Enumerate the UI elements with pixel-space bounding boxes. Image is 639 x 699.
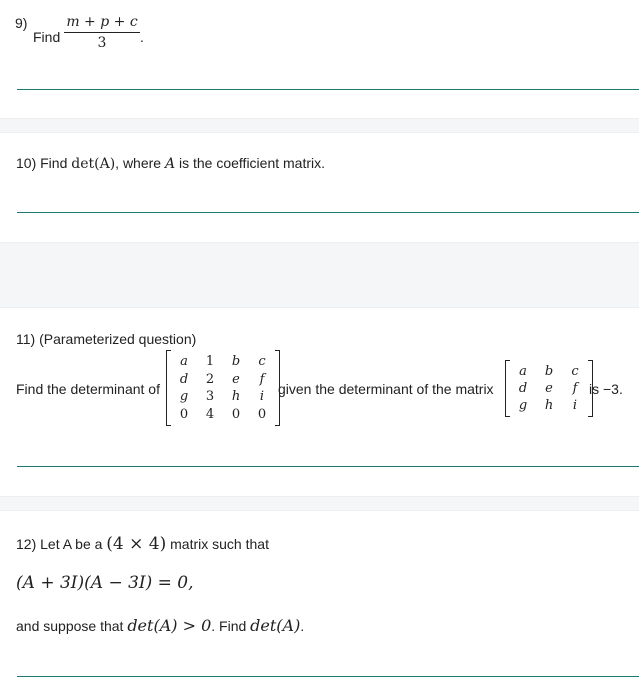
matrix-cell: d bbox=[179, 371, 189, 387]
question-9-card bbox=[0, 0, 639, 118]
question-12-text-e: . bbox=[300, 618, 305, 634]
question-10-text bbox=[16, 155, 325, 172]
question-9-prefix: Find bbox=[33, 29, 61, 45]
question-11-title: 11) (Parameterized question) bbox=[16, 331, 197, 347]
matrix-cell: 4 bbox=[205, 406, 215, 422]
question-10-text-b: , where bbox=[115, 155, 165, 171]
question-9-answer-line[interactable] bbox=[17, 89, 639, 90]
matrix-cell: b bbox=[544, 364, 554, 379]
question-11-text-c: is −3. bbox=[589, 381, 623, 397]
section-gap bbox=[0, 118, 639, 133]
question-11-card bbox=[0, 308, 639, 496]
question-10-text-c: is the coefficient matrix. bbox=[175, 155, 326, 171]
fraction-numerator: m + p + c bbox=[66, 14, 138, 30]
matrix-3x3 bbox=[505, 360, 593, 417]
question-12-size: (4 × 4) bbox=[106, 534, 167, 554]
matrix-cell: d bbox=[518, 381, 528, 396]
section-gap bbox=[0, 496, 639, 511]
matrix-cell: i bbox=[259, 389, 265, 404]
matrix-3x3-grid bbox=[510, 360, 588, 417]
question-12-condition: det(A) > 0 bbox=[127, 616, 212, 635]
question-12-equation: (A + 3I)(A − 3I) = 0, bbox=[16, 573, 194, 593]
matrix-cell: f bbox=[572, 381, 578, 396]
matrix-cell: g bbox=[518, 398, 528, 413]
matrix-cell: g bbox=[179, 389, 189, 404]
matrix-cell: e bbox=[545, 381, 553, 396]
matrix-cell: 0 bbox=[231, 406, 241, 422]
matrix-cell: i bbox=[572, 398, 578, 413]
question-12-line-1 bbox=[16, 534, 269, 554]
matrix-cell: 3 bbox=[205, 389, 215, 404]
question-9-fraction bbox=[64, 14, 140, 51]
matrix-cell: c bbox=[571, 364, 579, 379]
matrix-cell: h bbox=[544, 398, 554, 413]
question-10-card bbox=[0, 133, 639, 242]
question-12-line-3 bbox=[16, 616, 304, 635]
question-9-number: 9) bbox=[15, 15, 28, 31]
question-10-answer-line[interactable] bbox=[17, 212, 639, 213]
question-10-det: det(A) bbox=[71, 156, 116, 172]
question-11-answer-line[interactable] bbox=[17, 466, 639, 467]
matrix-cell: 0 bbox=[179, 406, 189, 422]
matrix-cell: 2 bbox=[205, 371, 215, 387]
matrix-cell: a bbox=[519, 364, 527, 379]
matrix-cell: f bbox=[259, 371, 265, 387]
fraction-denominator: 3 bbox=[97, 35, 107, 51]
question-12-text-d: . Find bbox=[211, 618, 251, 634]
section-gap bbox=[0, 242, 639, 308]
question-12-target: det(A) bbox=[250, 616, 301, 635]
question-9-suffix: . bbox=[140, 29, 144, 45]
question-12-text-a: 12) Let A be a bbox=[16, 536, 107, 552]
question-10-var: A bbox=[164, 156, 176, 172]
question-10-text-a: 10) Find bbox=[16, 155, 72, 171]
matrix-4x4 bbox=[166, 350, 280, 426]
matrix-cell: 1 bbox=[205, 354, 215, 369]
question-11-text-b: given the determinant of the matrix bbox=[278, 381, 494, 397]
matrix-4x4-grid bbox=[171, 350, 275, 426]
matrix-cell: h bbox=[231, 389, 241, 404]
matrix-cell: b bbox=[231, 354, 241, 369]
matrix-cell: e bbox=[232, 371, 240, 387]
question-11-text-a: Find the determinant of bbox=[16, 381, 160, 397]
question-12-text-b: matrix such that bbox=[166, 536, 269, 552]
matrix-cell: c bbox=[258, 354, 266, 369]
question-12-answer-line[interactable] bbox=[17, 676, 639, 677]
matrix-cell: a bbox=[180, 354, 188, 369]
matrix-cell: 0 bbox=[257, 406, 267, 422]
question-12-card bbox=[0, 511, 639, 699]
question-12-text-c: and suppose that bbox=[16, 618, 128, 634]
